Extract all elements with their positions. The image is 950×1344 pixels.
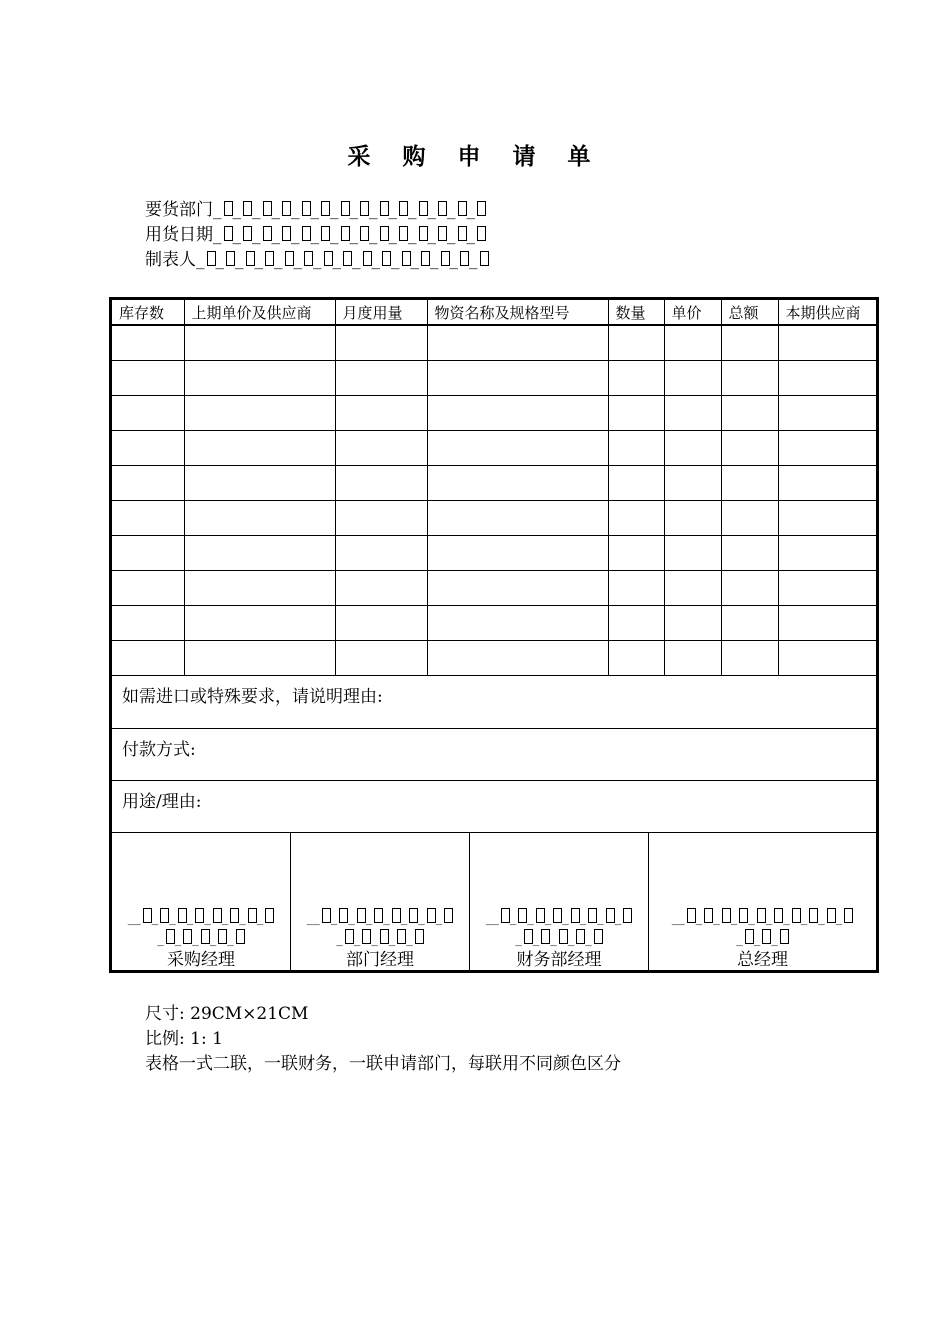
table-cell[interactable] (664, 571, 721, 606)
table-cell[interactable] (721, 571, 778, 606)
header-last-price-supplier: 上期单价及供应商 (184, 300, 335, 325)
blank-box (524, 929, 533, 944)
blank-box (780, 929, 789, 944)
blank-box (571, 908, 580, 923)
table-cell[interactable] (427, 536, 608, 571)
blank-box (421, 251, 430, 266)
table-cell[interactable] (335, 536, 427, 571)
blank-box (399, 226, 408, 241)
table-cell[interactable] (778, 571, 876, 606)
signature-general-manager[interactable] (648, 833, 876, 972)
blank-box (477, 226, 486, 241)
blank-box (178, 908, 187, 923)
table-cell[interactable] (721, 361, 778, 396)
blank-box (792, 908, 801, 923)
table-cell[interactable] (778, 501, 876, 536)
table-row (112, 641, 876, 676)
table-cell[interactable] (184, 536, 335, 571)
table-cell[interactable] (608, 606, 664, 641)
blank-box (339, 908, 348, 923)
header-quantity: 数量 (608, 300, 664, 325)
table-cell[interactable] (778, 325, 876, 361)
table-cell[interactable] (335, 501, 427, 536)
header-monthly-usage: 月度用量 (335, 300, 427, 325)
blank-box (745, 929, 754, 944)
blank-box (397, 929, 406, 944)
blank-box (576, 929, 585, 944)
table-cell[interactable] (721, 641, 778, 676)
header-stock: 库存数 (112, 300, 184, 325)
form-title: 采 购 申 请 单 (347, 143, 603, 170)
purchase-form (109, 297, 879, 973)
table-cell[interactable] (721, 466, 778, 501)
blank-box (762, 929, 771, 944)
blank-boxes: _ _ _ _ _ _ _ _ _ _ _ _ _ _ _ (196, 250, 489, 270)
blank-box (399, 201, 408, 216)
copies-note: 表格一式二联，一联财务，一联申请部门，每联用不同颜色区分 (145, 1054, 621, 1074)
blank-box (380, 226, 389, 241)
table-cell[interactable] (608, 361, 664, 396)
blank-box (302, 201, 311, 216)
form-footer (145, 1002, 621, 1077)
blank-box (774, 908, 783, 923)
table-cell[interactable] (608, 431, 664, 466)
blank-box (541, 929, 550, 944)
blank-box (324, 251, 333, 266)
blank-box (263, 226, 272, 241)
table-cell[interactable] (664, 606, 721, 641)
blank-box (827, 908, 836, 923)
signature-line: __ _ _ _ _ _ _ _ _ _ _ _ _ (112, 908, 290, 950)
table-cell[interactable] (721, 431, 778, 466)
table-cell[interactable] (335, 641, 427, 676)
table-cell[interactable] (664, 641, 721, 676)
blank-box (218, 929, 227, 944)
table-cell[interactable] (608, 325, 664, 361)
table-cell[interactable] (778, 536, 876, 571)
table-cell[interactable] (112, 501, 184, 536)
table-cell[interactable] (112, 536, 184, 571)
blank-box (415, 929, 424, 944)
blank-box (518, 908, 527, 923)
table-cell[interactable] (664, 466, 721, 501)
date-field[interactable] (145, 223, 489, 248)
blank-box (304, 251, 313, 266)
blank-box (419, 226, 428, 241)
blank-box (382, 251, 391, 266)
signature-line: __ _ _ _ _ _ _ _ _ _ _ _ _ (291, 908, 469, 950)
blank-box (282, 226, 291, 241)
table-cell[interactable] (112, 571, 184, 606)
table-row (112, 325, 876, 361)
blank-box (458, 201, 467, 216)
blank-box (553, 908, 562, 923)
table-cell[interactable] (184, 361, 335, 396)
blank-box (224, 201, 233, 216)
blank-boxes: _ _ _ _ _ _ _ _ _ _ _ _ _ _ (213, 225, 486, 245)
table-cell[interactable] (112, 431, 184, 466)
signature-purchasing-manager[interactable] (112, 833, 290, 972)
table-cell[interactable] (664, 536, 721, 571)
blank-box (195, 908, 204, 923)
blank-box (183, 929, 192, 944)
table-cell[interactable] (427, 571, 608, 606)
table-cell[interactable] (184, 641, 335, 676)
table-cell[interactable] (608, 571, 664, 606)
table-cell[interactable] (427, 466, 608, 501)
signature-department-manager[interactable] (290, 833, 469, 972)
table-cell[interactable] (778, 466, 876, 501)
blank-box (201, 929, 210, 944)
blank-box (704, 908, 713, 923)
blank-box (588, 908, 597, 923)
table-cell[interactable] (427, 606, 608, 641)
blank-box (265, 908, 274, 923)
blank-box (687, 908, 696, 923)
blank-box (213, 908, 222, 923)
table-cell[interactable] (721, 325, 778, 361)
header-current-supplier: 本期供应商 (778, 300, 876, 325)
table-cell[interactable] (427, 396, 608, 431)
blank-box (265, 251, 274, 266)
table-cell[interactable] (608, 536, 664, 571)
table-cell[interactable] (112, 606, 184, 641)
blank-box (460, 251, 469, 266)
blank-box (374, 908, 383, 923)
signature-finance-manager[interactable] (469, 833, 648, 972)
blank-box (236, 929, 245, 944)
blank-box (536, 908, 545, 923)
table-row (112, 431, 876, 466)
table-cell[interactable] (335, 325, 427, 361)
table-cell[interactable] (427, 501, 608, 536)
table-cell[interactable] (778, 361, 876, 396)
blank-box (357, 908, 366, 923)
blank-box (739, 908, 748, 923)
table-cell[interactable] (608, 641, 664, 676)
blank-box (419, 201, 428, 216)
blank-box (166, 929, 175, 944)
purpose-field[interactable]: 用途/理由: (112, 780, 876, 832)
blank-box (594, 929, 603, 944)
table-cell[interactable] (427, 325, 608, 361)
table-cell[interactable] (427, 641, 608, 676)
table-cell[interactable] (721, 501, 778, 536)
table-cell[interactable] (721, 606, 778, 641)
blank-box (409, 908, 418, 923)
blank-box (757, 908, 766, 923)
signature-role: 采购经理 (167, 950, 235, 970)
blank-box (282, 201, 291, 216)
blank-box (441, 251, 450, 266)
blank-box (263, 201, 272, 216)
blank-box (809, 908, 818, 923)
table-cell[interactable] (778, 396, 876, 431)
table-cell[interactable] (608, 466, 664, 501)
table-cell[interactable] (112, 361, 184, 396)
table-row (112, 361, 876, 396)
signature-row (112, 832, 876, 972)
blank-box (243, 226, 252, 241)
table-cell[interactable] (184, 325, 335, 361)
signature-line: __ _ _ _ _ _ _ _ _ _ _ _ _ (470, 908, 648, 950)
table-cell[interactable] (335, 606, 427, 641)
table-row (112, 501, 876, 536)
blank-box (844, 908, 853, 923)
blank-boxes: _ _ _ _ _ _ _ _ _ _ _ _ _ _ (213, 200, 486, 220)
blank-box (321, 226, 330, 241)
blank-box (224, 226, 233, 241)
table-cell[interactable] (608, 501, 664, 536)
table-cell[interactable] (664, 361, 721, 396)
table-row (112, 396, 876, 431)
table-cell[interactable] (778, 606, 876, 641)
blank-box (477, 201, 486, 216)
table-cell[interactable] (664, 501, 721, 536)
size-note: 尺寸: 29CM×21CM (145, 1004, 309, 1024)
blank-box (248, 908, 257, 923)
preparer-label: 制表人 (145, 250, 196, 270)
blank-box (246, 251, 255, 266)
blank-box (207, 251, 216, 266)
table-cell[interactable] (112, 396, 184, 431)
table-header-row (112, 300, 876, 325)
blank-box (501, 908, 510, 923)
blank-box (143, 908, 152, 923)
blank-box (427, 908, 436, 923)
table-cell[interactable] (778, 641, 876, 676)
payment-method-field[interactable]: 付款方式: (112, 728, 876, 780)
table-cell[interactable] (335, 466, 427, 501)
blank-box (343, 251, 352, 266)
table-cell[interactable] (184, 466, 335, 501)
table-cell[interactable] (184, 571, 335, 606)
table-cell[interactable] (184, 501, 335, 536)
table-cell[interactable] (427, 361, 608, 396)
header-unit-price: 单价 (664, 300, 721, 325)
table-cell[interactable] (721, 536, 778, 571)
blank-box (363, 251, 372, 266)
blank-box (160, 908, 169, 923)
department-field[interactable] (145, 198, 489, 223)
table-cell[interactable] (112, 466, 184, 501)
table-cell[interactable] (335, 361, 427, 396)
table-cell[interactable] (184, 431, 335, 466)
table-cell[interactable] (608, 396, 664, 431)
blank-box (444, 908, 453, 923)
signature-role: 财务部经理 (516, 950, 602, 970)
blank-box (438, 226, 447, 241)
signature-role: 总经理 (737, 950, 788, 970)
signature-role: 部门经理 (346, 950, 414, 970)
blank-box (360, 226, 369, 241)
blank-box (606, 908, 615, 923)
blank-box (722, 908, 731, 923)
table-cell[interactable] (112, 325, 184, 361)
blank-box (360, 201, 369, 216)
date-label: 用货日期 (145, 225, 213, 245)
table-row (112, 536, 876, 571)
table-cell[interactable] (664, 396, 721, 431)
blank-box (322, 908, 331, 923)
items-table (112, 300, 876, 676)
table-cell[interactable] (721, 396, 778, 431)
preparer-field[interactable] (145, 248, 489, 273)
table-row (112, 571, 876, 606)
blank-box (458, 226, 467, 241)
blank-box (362, 929, 371, 944)
table-cell[interactable] (664, 431, 721, 466)
header-item-spec: 物资名称及规格型号 (427, 300, 608, 325)
blank-box (285, 251, 294, 266)
blank-box (559, 929, 568, 944)
blank-box (341, 226, 350, 241)
form-meta (145, 198, 489, 273)
table-row (112, 466, 876, 501)
blank-box (226, 251, 235, 266)
import-reason-field[interactable]: 如需进口或特殊要求，请说明理由: (122, 687, 383, 707)
blank-box (380, 929, 389, 944)
blank-box (623, 908, 632, 923)
header-total: 总额 (721, 300, 778, 325)
ratio-note: 比例: 1: 1 (145, 1029, 223, 1049)
blank-box (302, 226, 311, 241)
table-row (112, 606, 876, 641)
table-cell[interactable] (335, 396, 427, 431)
table-cell[interactable] (335, 571, 427, 606)
table-cell[interactable] (112, 641, 184, 676)
blank-box (380, 201, 389, 216)
signature-line: __ _ _ _ _ _ _ _ _ _ _ _ _ (649, 908, 876, 950)
blank-box (341, 201, 350, 216)
blank-box (243, 201, 252, 216)
blank-box (345, 929, 354, 944)
blank-box (480, 251, 489, 266)
table-cell[interactable] (184, 396, 335, 431)
table-cell[interactable] (778, 431, 876, 466)
blank-box (438, 201, 447, 216)
blank-box (402, 251, 411, 266)
department-label: 要货部门 (145, 200, 213, 220)
blank-box (230, 908, 239, 923)
table-cell[interactable] (664, 325, 721, 361)
blank-box (321, 201, 330, 216)
table-cell[interactable] (184, 606, 335, 641)
table-cell[interactable] (335, 431, 427, 466)
table-cell[interactable] (427, 431, 608, 466)
blank-box (392, 908, 401, 923)
table-body (112, 325, 876, 676)
